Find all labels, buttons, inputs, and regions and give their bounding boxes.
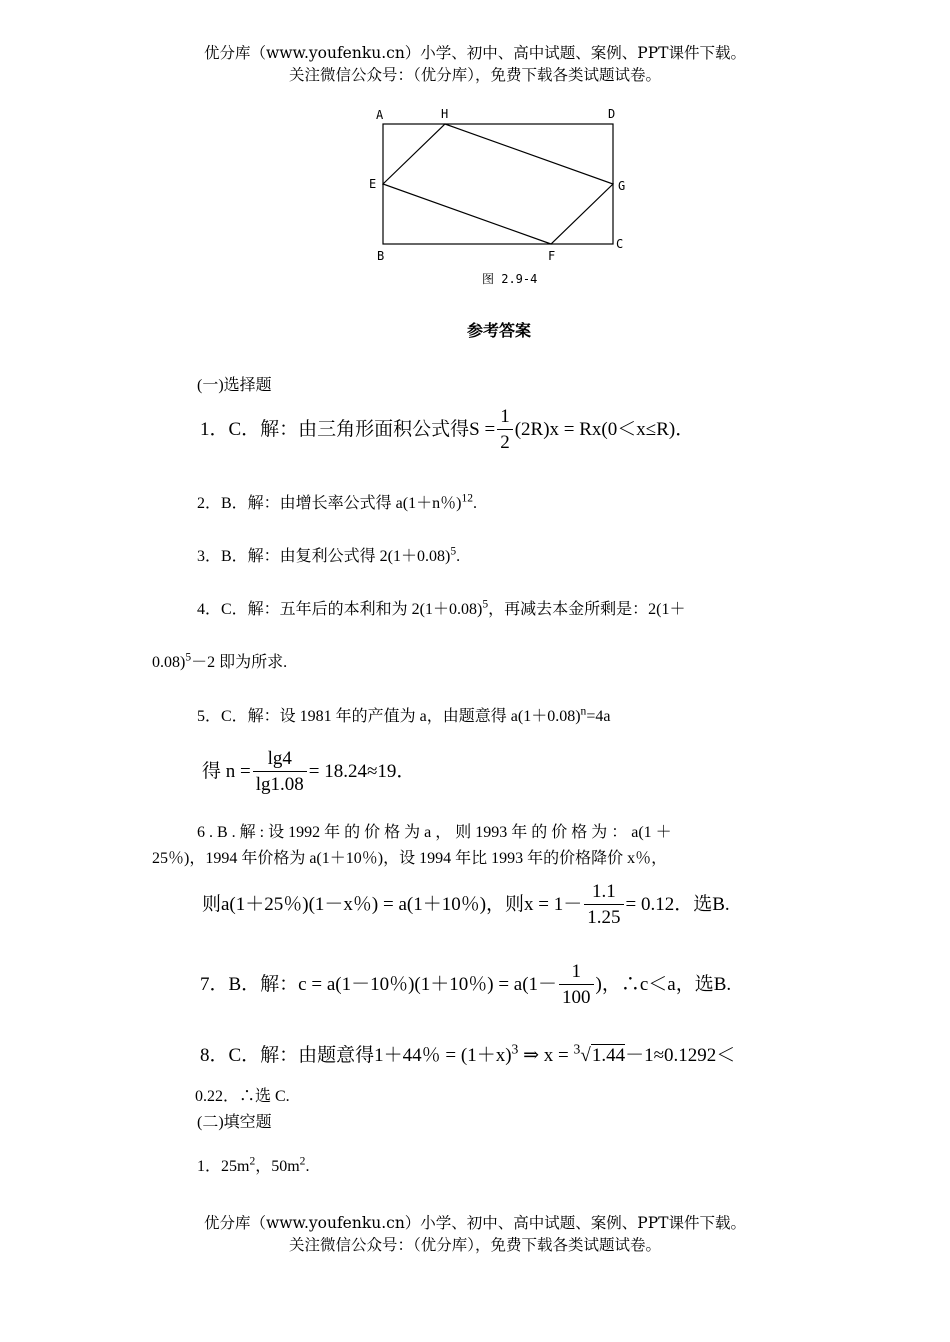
answer-4-text: 4．C．解：五年后的本利和为 2(1＋0.08)	[197, 601, 483, 618]
answer-3-exponent: 5	[450, 545, 457, 558]
fraction-lg	[253, 747, 307, 798]
label-g: G	[618, 179, 626, 193]
fraction-denominator: 2	[500, 432, 510, 453]
fill-answer-end: .	[305, 1158, 310, 1175]
answer-8-equation	[200, 1040, 735, 1067]
answer-6-eq-prefix: 则a(1＋25％)(1－x％) = a(1＋10％)，则x = 1－	[202, 893, 583, 915]
answer-4-text-b: ，再减去本金所剩是：2(1＋	[488, 601, 686, 618]
answer-4-line2-a: 0.08)	[152, 654, 186, 671]
fraction-hundredth	[559, 960, 594, 1011]
label-b: B	[377, 249, 385, 263]
label-a: A	[376, 108, 384, 122]
fill-exponent-a: 2	[249, 1155, 256, 1168]
answer-2-exponent: 12	[461, 492, 473, 505]
footer-line-2: 关注微信公众号：（优分库），免费下载各类试题试卷。	[288, 1236, 661, 1254]
answer-5-eq-suffix: = 18.24≈19．	[308, 760, 416, 782]
fraction-denominator: 1.25	[587, 907, 621, 928]
answer-6-equation	[202, 880, 730, 931]
cube-root-index: 3	[573, 1041, 581, 1057]
part2-heading: (二)填空题	[197, 1114, 272, 1131]
figure-rectangle-diagram	[360, 100, 640, 295]
answer-8-eq-prefix: 8．C．解：由题意得1＋44％ = (1＋x)	[200, 1045, 512, 1066]
answer-7-eq-prefix: 7．B．解：c = a(1－10％)(1＋10％) = a(1－	[200, 973, 558, 995]
fraction-numerator: lg4	[253, 747, 307, 772]
label-f: F	[548, 249, 556, 263]
fraction-half	[497, 405, 513, 456]
header-line-1: 优分库（www.youfenku.cn）小学、初中、高中试题、案例、PPT课件下载。	[203, 44, 747, 62]
fill-answer-mid: ，50m	[255, 1158, 300, 1175]
label-e: E	[369, 177, 377, 191]
answer-6-line-2: 25％)，1994 年价格为 a(1＋10％)，设 1994 年比 1993 年的价格降价 x％，	[152, 850, 668, 867]
answer-4-line-1	[197, 596, 685, 619]
fill-answer-a: 1．25m	[197, 1158, 250, 1175]
answer-4-exponent-1: 5	[482, 598, 489, 611]
answer-7-eq-suffix: )，∴c＜a，选B.	[595, 973, 732, 995]
label-d: D	[608, 107, 616, 121]
answer-2	[197, 490, 477, 513]
answer-1-suffix: (2R)x = Rx(0＜x≤R)．	[514, 418, 695, 440]
answer-7-equation	[200, 960, 731, 1011]
header-line-2: 关注微信公众号：（优分库），免费下载各类试题试卷。	[288, 66, 661, 84]
radical-sign-icon: √	[580, 1045, 591, 1066]
footer-line-1: 优分库（www.youfenku.cn）小学、初中、高中试题、案例、PPT课件下载。	[203, 1214, 747, 1232]
answer-3-text: 3．B．解：由复利公式得 2(1＋0.08)	[197, 548, 451, 565]
answer-3-end: .	[456, 548, 461, 565]
answer-4-line2-b: －2 即为所求.	[191, 654, 288, 671]
answer-1	[200, 405, 694, 456]
fraction-numerator: 1	[497, 405, 513, 430]
label-c: C	[616, 237, 624, 251]
answer-2-end: .	[472, 495, 477, 512]
fraction-denominator: lg1.08	[255, 774, 304, 795]
fraction-ratio	[584, 880, 623, 931]
fraction-numerator: 1.1	[584, 880, 623, 905]
answer-8-exponent: 3	[511, 1041, 519, 1057]
answer-5-line-1	[197, 703, 610, 726]
answer-3	[197, 543, 460, 566]
answer-2-text: 2．B．解：由增长率公式得 a(1＋n％)	[197, 495, 462, 512]
answer-5-eq-prefix: 得 n =	[202, 760, 251, 782]
answer-8-eq-suffix: －1≈0.1292＜	[625, 1045, 736, 1066]
answer-5-equation	[202, 747, 415, 798]
section-title: 参考答案	[466, 321, 531, 340]
rectangle-abcd	[383, 124, 613, 244]
answer-6-eq-suffix: = 0.12．选B.	[625, 893, 730, 915]
figure-caption: 图 2.9-4	[482, 272, 538, 286]
answer-4-line-2	[152, 649, 287, 672]
fraction-numerator: 1	[559, 960, 594, 985]
fill-exponent-b: 2	[299, 1155, 306, 1168]
radicand: 1.44	[591, 1045, 626, 1066]
answer-5-exponent: n	[580, 705, 587, 718]
parallelogram-ehgf	[383, 124, 613, 244]
answer-4-exponent-2: 5	[185, 651, 192, 664]
label-h: H	[441, 107, 449, 121]
answer-8-line-2: 0.22．∴选 C.	[195, 1088, 290, 1105]
fill-answer-1	[197, 1153, 309, 1176]
answer-1-prefix: 1．C．解：由三角形面积公式得S =	[200, 418, 496, 440]
answer-5-text: 5．C．解：设 1981 年的产值为 a，由题意得 a(1＋0.08)	[197, 708, 581, 725]
part1-heading: (一)选择题	[197, 377, 272, 394]
answer-5-text-b: =4a	[586, 708, 611, 725]
fraction-denominator: 100	[562, 987, 591, 1008]
answer-8-arrow: ⇒ x =	[518, 1045, 574, 1066]
answer-6-line-1: 6 . B . 解 : 设 1992 年 的 价 格 为 a ， 则 1993 年 的 价 格 为 ： a(1 ＋	[197, 824, 672, 841]
